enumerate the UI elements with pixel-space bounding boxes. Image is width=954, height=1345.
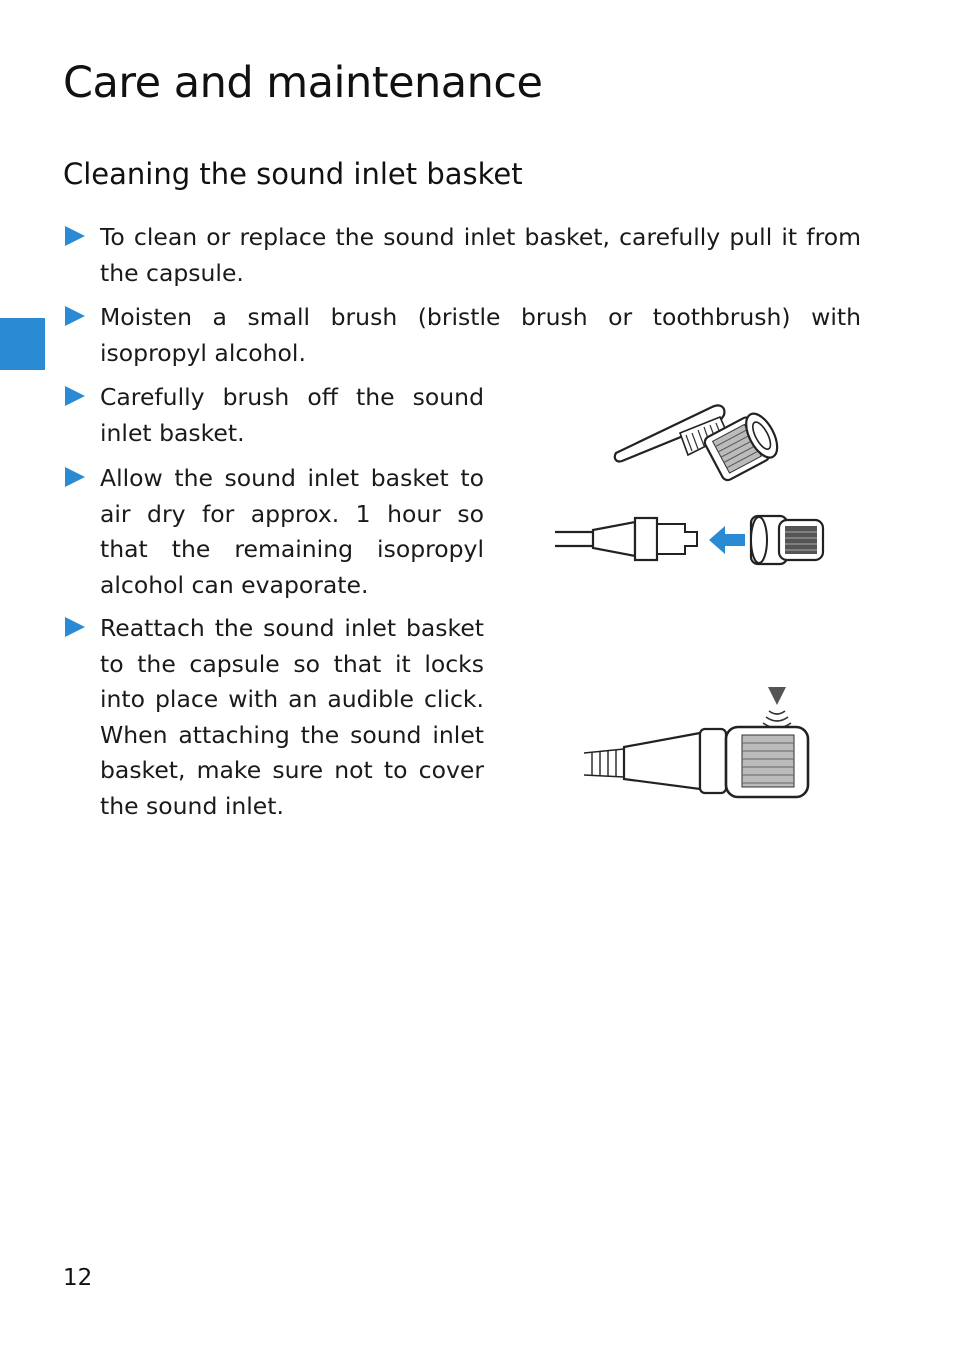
arrow-bullet-icon xyxy=(65,226,85,246)
step-item xyxy=(63,380,484,451)
arrow-bullet-icon xyxy=(65,306,85,326)
chapter-side-tab xyxy=(0,318,45,370)
page-number: 12 xyxy=(63,1265,93,1291)
attach-basket-click-illustration xyxy=(582,683,817,803)
step-item xyxy=(63,611,484,824)
step-text: Carefully brush off the sound inlet basket. xyxy=(100,383,484,447)
toothbrush-cleaning-basket-illustration xyxy=(612,395,792,485)
step-item xyxy=(63,461,484,603)
arrow-bullet-icon xyxy=(65,386,85,406)
arrow-bullet-icon xyxy=(65,467,85,487)
step-text: Allow the sound inlet basket to air dry for approx. 1 hour so that the remaining isopropyl alcohol can evaporate. xyxy=(100,464,484,599)
step-item xyxy=(63,300,861,371)
step-item xyxy=(63,220,861,291)
step-text: To clean or replace the sound inlet basket, carefully pull it from the capsule. xyxy=(100,223,861,287)
section-title: Cleaning the sound inlet basket xyxy=(63,157,523,191)
step-text: Moisten a small brush (bristle brush or toothbrush) with isopropyl alcohol. xyxy=(100,303,861,367)
remove-basket-from-capsule-illustration xyxy=(553,510,833,570)
click-indicator-icon xyxy=(768,687,786,705)
arrow-bullet-icon xyxy=(65,617,85,637)
page-title: Care and maintenance xyxy=(63,58,543,108)
step-text: Reattach the sound inlet basket to the capsule so that it locks into place with an audible click. When attaching the sound inlet basket, make sure not to cover the sound inlet. xyxy=(100,614,484,820)
